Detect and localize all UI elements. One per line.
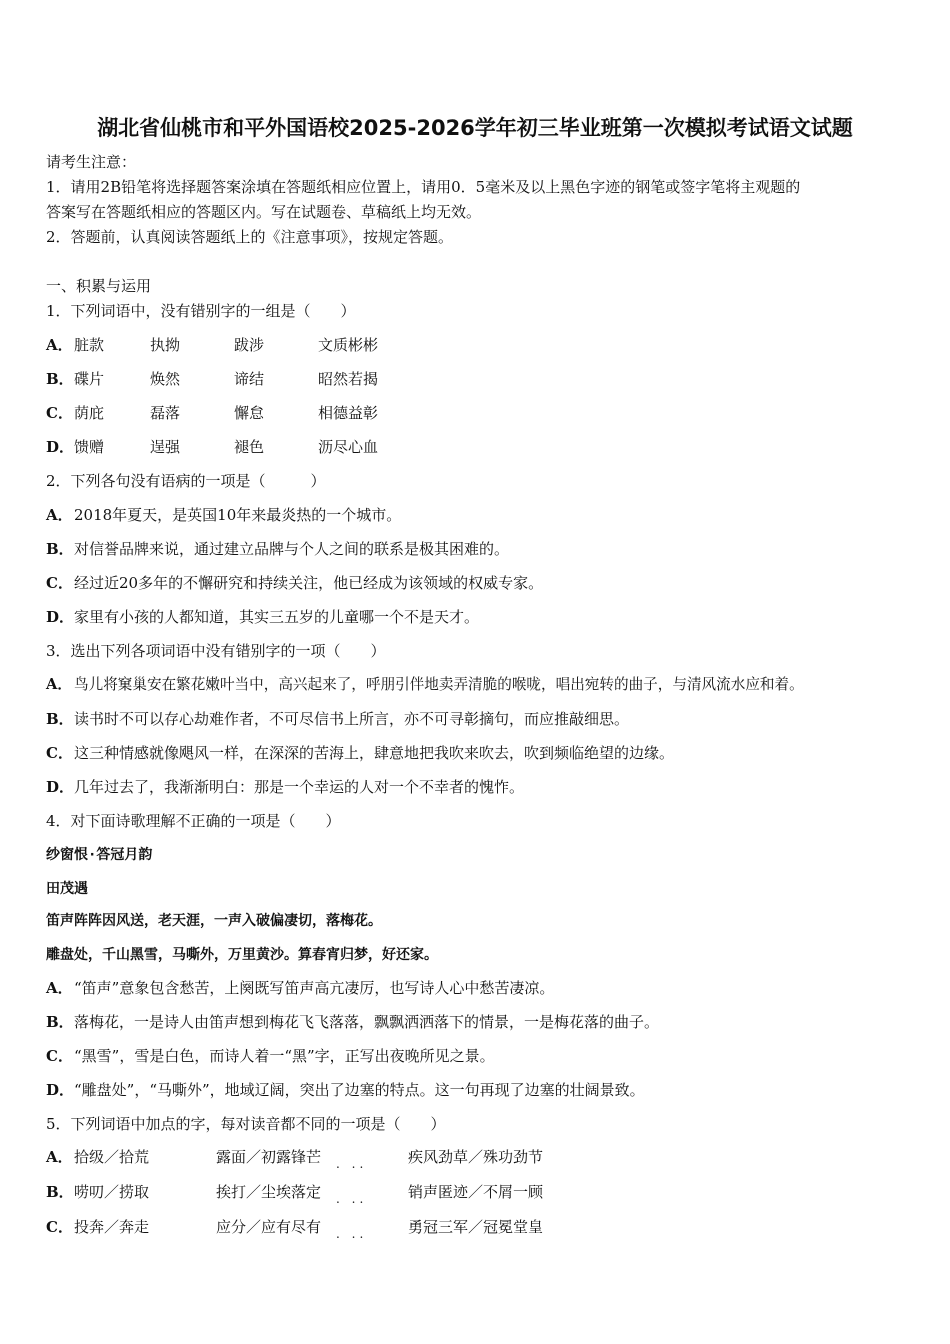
word-pair: 应分／应有尽有 bbox=[216, 1218, 322, 1236]
word: 懈怠 bbox=[234, 404, 265, 422]
q5-option-c bbox=[46, 1217, 544, 1241]
emphasis-dots: . .. bbox=[336, 1192, 368, 1206]
option-text: 鸟儿将窠巢安在繁花嫩叶当中，高兴起来了，呼朋引伴地卖弄清脆的喉咙，唱出宛转的曲子，与清风流水应和着。 bbox=[74, 676, 804, 693]
q2-option-d bbox=[46, 607, 479, 627]
q1-option-c bbox=[46, 403, 378, 423]
q5-option-a bbox=[46, 1147, 544, 1171]
word: 磊落 bbox=[150, 404, 181, 422]
poem-line-1: 笛声阵阵因风送，老天涯，一声入破偏凄切，落梅花。 bbox=[46, 913, 382, 929]
option-label: C． bbox=[46, 404, 73, 422]
word-pair: 疾风劲草／殊功劲节 bbox=[408, 1148, 544, 1166]
question-3-stem: 3．选出下列各项词语中没有错别字的一项（ ） bbox=[46, 642, 386, 660]
option-label: C． bbox=[46, 1218, 73, 1236]
word: 逞强 bbox=[150, 438, 181, 456]
notice-item-1b: 答案写在答题纸相应的答题区内。写在试题卷、草稿纸上均无效。 bbox=[46, 203, 482, 221]
option-label: A． bbox=[46, 506, 73, 524]
exam-title: 湖北省仙桃市和平外国语校2025-2026学年初三毕业班第一次模拟考试语文试题 bbox=[97, 116, 853, 140]
option-label: B． bbox=[46, 370, 74, 388]
q1-option-b bbox=[46, 369, 378, 389]
notice-item-2: 2．答题前，认真阅读答题纸上的《注意事项》，按规定答题。 bbox=[46, 228, 454, 246]
word: 碟片 bbox=[74, 370, 105, 388]
poem-author: 田茂遇 bbox=[46, 881, 88, 897]
q4-option-d bbox=[46, 1080, 645, 1100]
q3-option-d bbox=[46, 777, 524, 797]
option-label: B． bbox=[46, 1013, 74, 1031]
option-text: 几年过去了，我渐渐明白：那是一个幸运的人对一个不幸者的愧怍。 bbox=[74, 778, 525, 796]
q1-option-a bbox=[46, 335, 378, 355]
emphasis-dots: . .. bbox=[336, 1227, 368, 1241]
q2-option-b bbox=[46, 539, 509, 559]
option-label: A． bbox=[46, 1148, 73, 1166]
q3-option-a bbox=[46, 675, 804, 695]
option-text: “雕盘处”，“马嘶外”，地域辽阔，突出了边塞的特点。这一句再现了边塞的壮阔景致。 bbox=[74, 1081, 645, 1099]
word: 脏款 bbox=[74, 336, 105, 354]
option-text: 2018年夏天，是英国10年来最炎热的一个城市。 bbox=[74, 506, 402, 524]
q2-option-c bbox=[46, 573, 543, 593]
q3-option-b bbox=[46, 709, 629, 729]
option-label: D． bbox=[46, 778, 75, 796]
emphasis-dots: . .. bbox=[336, 1157, 368, 1171]
word-pair: 销声匿迹／不屑一顾 bbox=[408, 1183, 544, 1201]
option-label: D． bbox=[46, 438, 75, 456]
option-label: C． bbox=[46, 1047, 73, 1065]
word-pair: 勇冠三军／冠冕堂皇 bbox=[408, 1218, 544, 1236]
option-text: 家里有小孩的人都知道，其实三五岁的儿童哪一个不是天才。 bbox=[74, 608, 480, 626]
poem-title: 纱窗恨·答冠月韵 bbox=[46, 847, 153, 863]
section-heading: 一、积累与运用 bbox=[46, 277, 152, 295]
q3-option-c bbox=[46, 743, 674, 763]
word: 跋涉 bbox=[234, 336, 265, 354]
option-label: B． bbox=[46, 1183, 74, 1201]
word: 荫庇 bbox=[74, 404, 105, 422]
word: 相德益彰 bbox=[318, 404, 379, 422]
word: 焕然 bbox=[150, 370, 181, 388]
question-2-stem: 2．下列各句没有语病的一项是（ ） bbox=[46, 472, 326, 490]
q4-option-a bbox=[46, 978, 554, 998]
word: 沥尽心血 bbox=[318, 438, 379, 456]
option-text: 对信誉品牌来说，通过建立品牌与个人之间的联系是极其困难的。 bbox=[74, 540, 510, 558]
option-label: C． bbox=[46, 744, 73, 762]
option-text: “笛声”意象包含愁苦，上阕既写笛声高亢凄厉，也写诗人心中愁苦凄凉。 bbox=[74, 979, 555, 997]
notice-item-1a: 1．请用2B铅笔将选择题答案涂填在答题纸相应位置上，请用0．5毫米及以上黑色字迹的钢笔或签字笔将主观题的 bbox=[46, 178, 801, 196]
word-pair: 唠叨／捞取 bbox=[74, 1183, 150, 1201]
word-pair: 挨打／尘埃落定 bbox=[216, 1183, 322, 1201]
question-1-stem: 1．下列词语中，没有错别字的一组是（ ） bbox=[46, 302, 356, 320]
q4-option-c bbox=[46, 1046, 495, 1066]
question-4-stem: 4．对下面诗歌理解不正确的一项是（ ） bbox=[46, 812, 341, 830]
word: 昭然若揭 bbox=[318, 370, 379, 388]
q2-option-a bbox=[46, 505, 401, 525]
word-pair: 露面／初露锋芒 bbox=[216, 1148, 322, 1166]
q4-option-b bbox=[46, 1012, 659, 1032]
option-text: “黑雪”，雪是白色，而诗人着一“黑”字，正写出夜晚所见之景。 bbox=[74, 1047, 495, 1065]
option-text: 读书时不可以存心劫难作者，不可尽信书上所言，亦不可寻彰摘句，而应推敲细思。 bbox=[74, 710, 630, 728]
q5-option-b bbox=[46, 1182, 544, 1206]
word: 执拗 bbox=[150, 336, 181, 354]
option-text: 这三种情感就像飓风一样，在深深的苦海上，肆意地把我吹来吹去，吹到频临绝望的边缘。 bbox=[74, 744, 675, 762]
option-text: 落梅花，一是诗人由笛声想到梅花飞飞落落，飘飘洒洒落下的情景，一是梅花落的曲子。 bbox=[74, 1013, 660, 1031]
option-label: A． bbox=[46, 336, 73, 354]
option-label: A． bbox=[46, 979, 73, 997]
word: 文质彬彬 bbox=[318, 336, 379, 354]
question-5-stem: 5．下列词语中加点的字，每对读音都不同的一项是（ ） bbox=[46, 1115, 446, 1133]
option-label: B． bbox=[46, 710, 74, 728]
word-pair: 拾级／拾荒 bbox=[74, 1148, 150, 1166]
poem-line-2: 雕盘处，千山黑雪，马嘶外，万里黄沙。算春宵归梦，好还家。 bbox=[46, 947, 438, 963]
option-label: C． bbox=[46, 574, 73, 592]
option-label: A． bbox=[46, 676, 72, 693]
word-pair: 投奔／奔走 bbox=[74, 1218, 150, 1236]
word: 馈赠 bbox=[74, 438, 105, 456]
q1-option-d bbox=[46, 437, 378, 457]
option-label: B． bbox=[46, 540, 74, 558]
word: 褪色 bbox=[234, 438, 265, 456]
notice-heading: 请考生注意： bbox=[46, 153, 137, 171]
option-text: 经过近20多年的不懈研究和持续关注，他已经成为该领域的权威专家。 bbox=[74, 574, 544, 592]
word: 谛结 bbox=[234, 370, 265, 388]
option-label: D． bbox=[46, 608, 75, 626]
option-label: D． bbox=[46, 1081, 75, 1099]
